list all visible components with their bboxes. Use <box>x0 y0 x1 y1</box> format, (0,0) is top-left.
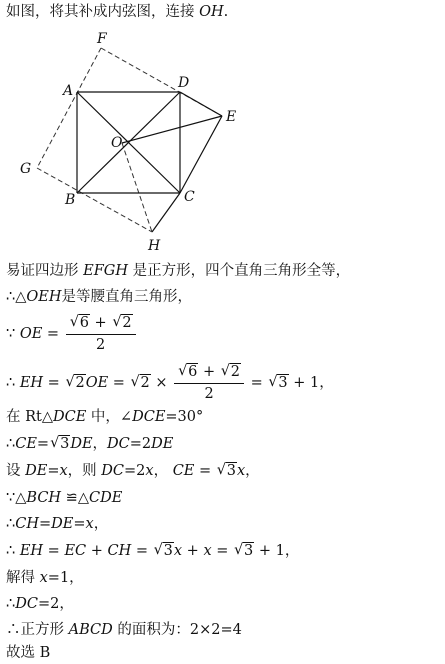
line10-eq: = <box>43 543 65 559</box>
line10-end: + 1， <box>254 543 300 559</box>
line4-sqrt2-b: 2 <box>140 375 150 391</box>
line13-text-a: ∴正方形 <box>6 622 64 638</box>
line10-var-ch: CH <box>107 543 132 559</box>
label-b: B <box>65 192 76 208</box>
segment-fg <box>37 48 101 168</box>
line2-var: OEH <box>26 289 62 305</box>
segment-de <box>180 92 222 116</box>
line4-therefore: ∴ <box>6 375 16 391</box>
line9-x: x <box>85 516 94 532</box>
line1-text-b: 是正方形，四个直角三角形全等， <box>132 263 351 279</box>
line3-eq: = <box>42 326 64 342</box>
line4-eq1: = <box>43 375 65 391</box>
sqrt-2: 2 <box>122 315 132 331</box>
line7-end: ， <box>245 463 260 479</box>
label-o: O <box>111 135 123 151</box>
line4-var-oe: OE <box>85 375 109 391</box>
line7-var-de: DE <box>25 463 48 479</box>
solution-line-14 <box>6 643 50 663</box>
line6-var-de: DE <box>70 436 93 452</box>
fraction-2-denominator: 2 <box>204 386 214 402</box>
solution-line-5 <box>6 407 203 427</box>
solution-line-1 <box>6 261 350 281</box>
solution-line-13 <box>6 620 242 640</box>
line7-eq3: = <box>194 463 216 479</box>
line9-eq: = <box>38 516 52 532</box>
line7-then: ，则 <box>67 463 97 479</box>
line11-result: =1， <box>47 570 84 586</box>
segment-gh <box>37 168 152 232</box>
solution-line-4 <box>6 362 334 404</box>
line5-text-b: 中，∠ <box>86 409 133 425</box>
line6-var-de2: DE <box>151 436 174 452</box>
solution-line-7 <box>6 461 260 481</box>
solution-line-9 <box>6 514 108 534</box>
line10-sqrt3: 3 <box>163 543 173 559</box>
line9-therefore: ∴ <box>6 516 16 532</box>
line11-solve: 解得 <box>6 570 35 586</box>
line8-var-cde: CDE <box>88 490 123 506</box>
line8-congruent: ≌△ <box>61 490 89 506</box>
line6-var-dc: DC <box>107 436 130 452</box>
line4-end: + 1， <box>288 375 334 391</box>
solution-line-10 <box>6 541 299 561</box>
line5-var: DCE <box>53 409 87 425</box>
fraction-oe <box>66 313 136 355</box>
line6-comma: ， <box>92 436 108 452</box>
line10-eq2: = <box>131 543 153 559</box>
line5-text-c: =30° <box>165 409 204 425</box>
solution-line-8 <box>6 488 122 508</box>
line8-because: ∵△ <box>6 490 27 506</box>
label-h: H <box>148 238 161 254</box>
line5-text-a: 在 Rt△ <box>6 409 54 425</box>
line7-eq: = <box>47 463 60 479</box>
line6-eq: = <box>36 436 50 452</box>
solution-line-2 <box>6 287 192 307</box>
label-a: A <box>63 83 74 99</box>
line12-therefore: ∴ <box>6 596 16 612</box>
line2-text-b: 是等腰直角三角形， <box>61 289 193 305</box>
solution-line-3 <box>6 313 138 355</box>
line12-var-dc: DC <box>15 596 38 612</box>
line7-eq2: =2 <box>124 463 146 479</box>
segment-oh <box>122 143 152 232</box>
line5-var2: DCE <box>132 409 166 425</box>
line9-var-ch: CH <box>15 516 39 532</box>
line7-sqrt3: 3 <box>226 463 236 479</box>
fraction-oe-denominator: 2 <box>96 337 106 353</box>
line10-var-ec: EC <box>64 543 87 559</box>
plus-sign-b: + <box>198 364 220 380</box>
line3-because: ∵ <box>6 326 16 342</box>
line4-var-eh: EH <box>19 375 44 391</box>
final-answer: 故选 B <box>6 645 51 661</box>
intro-var: OH <box>199 4 224 20</box>
line6-var-ce: CE <box>15 436 37 452</box>
square-abcd <box>77 92 222 232</box>
line9-var-de: DE <box>51 516 74 532</box>
line10-therefore: ∴ <box>6 543 16 559</box>
line10-x: x <box>173 543 183 559</box>
line8-var-bch: BCH <box>26 490 62 506</box>
solution-line-6 <box>6 434 173 454</box>
solution-line-11 <box>6 568 84 588</box>
line9-eq2: = <box>73 516 86 532</box>
line4-times: × <box>150 375 173 391</box>
label-c: C <box>184 189 195 205</box>
line7-var-dc: DC <box>101 463 125 479</box>
line13-var-abcd: ABCD <box>68 622 113 638</box>
line7-x: x <box>59 463 68 479</box>
label-g: G <box>20 161 32 177</box>
intro-text: 如图，将其补成内弦图，连接 <box>6 4 195 20</box>
line4-eq2: = <box>108 375 130 391</box>
line2-text-a: ∴△ <box>6 289 27 305</box>
line10-x2: x <box>203 543 212 559</box>
line11-x: x <box>39 570 48 586</box>
fraction-oe-numerator <box>66 313 136 335</box>
line1-var: EFGH <box>83 263 128 279</box>
line4-sqrt2-a: 2 <box>75 375 85 391</box>
intro-end: . <box>223 4 229 20</box>
sqrt-6-b: 6 <box>188 364 198 380</box>
line13-area: 的面积为：2×2=4 <box>117 622 242 638</box>
label-e: E <box>226 109 237 125</box>
line6-therefore: ∴ <box>6 436 16 452</box>
sqrt-6: 6 <box>79 315 89 331</box>
line7-var-ce: CE <box>172 463 195 479</box>
line4-sqrt3: 3 <box>278 375 288 391</box>
line10-plus2: + <box>182 543 204 559</box>
line12-result: =2， <box>37 596 74 612</box>
geometry-figure <box>0 0 445 260</box>
line6-sqrt3: 3 <box>60 436 70 452</box>
fraction-2 <box>174 362 244 404</box>
line7-x2: x <box>145 463 154 479</box>
line10-plus: + <box>86 543 108 559</box>
line10-eq3: = <box>211 543 233 559</box>
line10-var-eh: EH <box>19 543 44 559</box>
line7-comma: ， <box>153 463 169 479</box>
fraction-2-numerator <box>174 362 244 384</box>
label-f: F <box>97 31 107 47</box>
line3-var: OE <box>19 326 43 342</box>
sqrt-2-b: 2 <box>230 364 240 380</box>
segment-oe <box>122 116 222 143</box>
line9-comma: ， <box>93 516 109 532</box>
line10-sqrt3-b: 3 <box>244 543 254 559</box>
label-d: D <box>178 75 190 91</box>
solution-line-12 <box>6 594 74 614</box>
line7-x3: x <box>236 463 246 479</box>
line4-eq3: = <box>246 375 268 391</box>
segment-ch <box>152 193 180 232</box>
plus-sign: + <box>89 315 112 331</box>
line1-text-a: 易证四边形 <box>6 263 79 279</box>
line7-let: 设 <box>6 463 21 479</box>
segment-ec <box>180 116 222 193</box>
line6-eq2: =2 <box>129 436 152 452</box>
